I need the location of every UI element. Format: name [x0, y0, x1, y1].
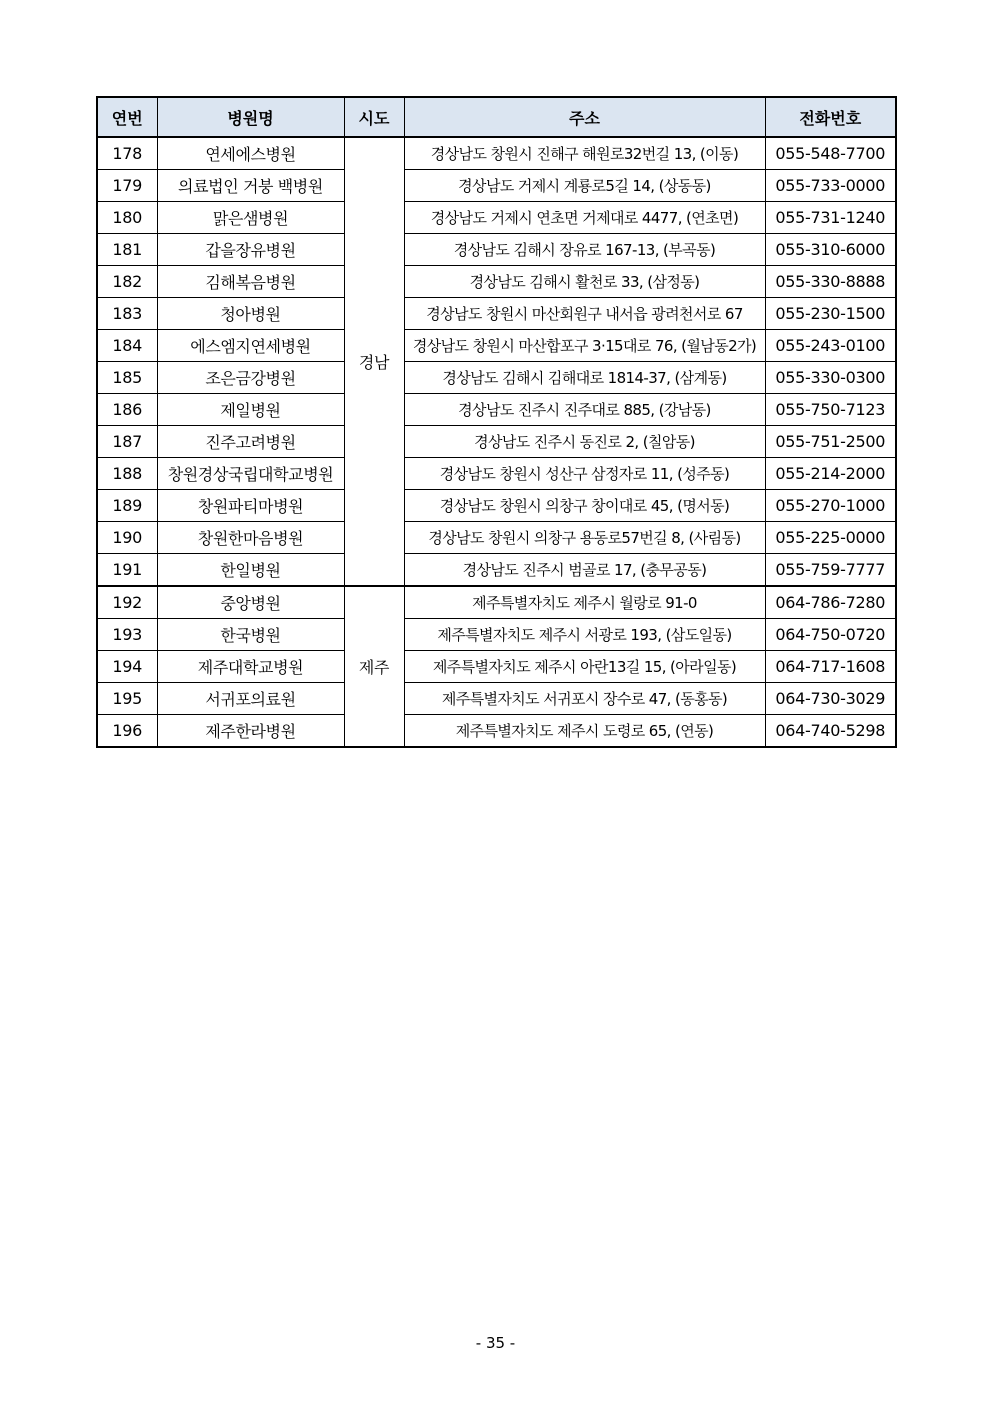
cell-no: 185 [97, 362, 157, 394]
cell-address: 경상남도 창원시 의창구 창이대로 45, (명서동) [404, 490, 765, 522]
table-row [97, 522, 896, 554]
table-row [97, 330, 896, 362]
header-no: 연번 [97, 97, 157, 137]
cell-hospital-name: 의료법인 거붕 백병원 [157, 170, 344, 202]
cell-hospital-name: 갑을장유병원 [157, 234, 344, 266]
cell-no: 194 [97, 651, 157, 683]
cell-address: 경상남도 진주시 범골로 17, (충무공동) [404, 554, 765, 587]
cell-hospital-name: 청아병원 [157, 298, 344, 330]
cell-hospital-name: 창원한마음병원 [157, 522, 344, 554]
table-row [97, 458, 896, 490]
header-name: 병원명 [157, 97, 344, 137]
cell-phone: 055-310-6000 [765, 234, 896, 266]
cell-address: 경상남도 거제시 계룡로5길 14, (상동동) [404, 170, 765, 202]
table-row [97, 426, 896, 458]
cell-hospital-name: 창원경상국립대학교병원 [157, 458, 344, 490]
cell-hospital-name: 조은금강병원 [157, 362, 344, 394]
cell-phone: 055-214-2000 [765, 458, 896, 490]
page-number: - 35 - [475, 1334, 516, 1352]
cell-hospital-name: 에스엠지연세병원 [157, 330, 344, 362]
cell-sido: 경남 [344, 137, 404, 586]
header-row [97, 97, 896, 137]
table-row [97, 298, 896, 330]
cell-hospital-name: 한일병원 [157, 554, 344, 587]
cell-no: 182 [97, 266, 157, 298]
cell-address: 경상남도 김해시 김해대로 1814-37, (삼계동) [404, 362, 765, 394]
cell-hospital-name: 한국병원 [157, 619, 344, 651]
cell-no: 187 [97, 426, 157, 458]
cell-no: 191 [97, 554, 157, 587]
header-address: 주소 [404, 97, 765, 137]
table-row [97, 137, 896, 170]
cell-phone: 055-330-0300 [765, 362, 896, 394]
table-row [97, 202, 896, 234]
cell-no: 192 [97, 586, 157, 619]
cell-phone: 055-243-0100 [765, 330, 896, 362]
cell-hospital-name: 진주고려병원 [157, 426, 344, 458]
cell-address: 경상남도 창원시 마산합포구 3·15대로 76, (월남동2가) [404, 330, 765, 362]
cell-address: 제주특별자치도 제주시 아란13길 15, (아라일동) [404, 651, 765, 683]
header-phone: 전화번호 [765, 97, 896, 137]
table-row [97, 490, 896, 522]
cell-address: 경상남도 진주시 동진로 2, (칠암동) [404, 426, 765, 458]
cell-hospital-name: 맑은샘병원 [157, 202, 344, 234]
cell-address: 제주특별자치도 서귀포시 장수로 47, (동홍동) [404, 683, 765, 715]
table-row [97, 715, 896, 748]
cell-phone: 055-330-8888 [765, 266, 896, 298]
cell-phone: 055-270-1000 [765, 490, 896, 522]
cell-no: 180 [97, 202, 157, 234]
cell-hospital-name: 중앙병원 [157, 586, 344, 619]
cell-no: 196 [97, 715, 157, 748]
cell-phone: 055-759-7777 [765, 554, 896, 587]
cell-hospital-name: 제주대학교병원 [157, 651, 344, 683]
table-row [97, 362, 896, 394]
table-row [97, 266, 896, 298]
table-row [97, 394, 896, 426]
table-row [97, 619, 896, 651]
cell-no: 189 [97, 490, 157, 522]
cell-address: 경상남도 김해시 활천로 33, (삼정동) [404, 266, 765, 298]
cell-sido: 제주 [344, 586, 404, 747]
cell-no: 186 [97, 394, 157, 426]
table-body [97, 137, 896, 747]
cell-no: 178 [97, 137, 157, 170]
cell-no: 184 [97, 330, 157, 362]
table-row [97, 586, 896, 619]
cell-no: 195 [97, 683, 157, 715]
cell-phone: 055-750-7123 [765, 394, 896, 426]
cell-hospital-name: 김해복음병원 [157, 266, 344, 298]
cell-phone: 055-751-2500 [765, 426, 896, 458]
cell-address: 제주특별자치도 제주시 월랑로 91-0 [404, 586, 765, 619]
cell-phone: 055-548-7700 [765, 137, 896, 170]
cell-hospital-name: 서귀포의료원 [157, 683, 344, 715]
cell-no: 188 [97, 458, 157, 490]
cell-address: 경상남도 창원시 진해구 해원로32번길 13, (이동) [404, 137, 765, 170]
cell-phone: 055-225-0000 [765, 522, 896, 554]
cell-phone: 064-750-0720 [765, 619, 896, 651]
cell-no: 190 [97, 522, 157, 554]
cell-phone: 064-786-7280 [765, 586, 896, 619]
cell-address: 경상남도 창원시 성산구 삼정자로 11, (성주동) [404, 458, 765, 490]
cell-address: 제주특별자치도 제주시 도령로 65, (연동) [404, 715, 765, 748]
header-sido: 시도 [344, 97, 404, 137]
cell-phone: 055-731-1240 [765, 202, 896, 234]
table-row [97, 651, 896, 683]
cell-hospital-name: 연세에스병원 [157, 137, 344, 170]
cell-phone: 055-733-0000 [765, 170, 896, 202]
hospital-table [96, 96, 897, 748]
cell-address: 경상남도 창원시 의창구 용동로57번길 8, (사림동) [404, 522, 765, 554]
cell-hospital-name: 창원파티마병원 [157, 490, 344, 522]
cell-no: 193 [97, 619, 157, 651]
cell-no: 181 [97, 234, 157, 266]
cell-hospital-name: 제주한라병원 [157, 715, 344, 748]
cell-address: 경상남도 진주시 진주대로 885, (강남동) [404, 394, 765, 426]
cell-no: 183 [97, 298, 157, 330]
table-row [97, 170, 896, 202]
table-row [97, 234, 896, 266]
cell-address: 제주특별자치도 제주시 서광로 193, (삼도일동) [404, 619, 765, 651]
cell-no: 179 [97, 170, 157, 202]
table-row [97, 683, 896, 715]
cell-phone: 064-730-3029 [765, 683, 896, 715]
cell-hospital-name: 제일병원 [157, 394, 344, 426]
cell-address: 경상남도 김해시 장유로 167-13, (부곡동) [404, 234, 765, 266]
table-row [97, 554, 896, 587]
cell-address: 경상남도 창원시 마산회원구 내서읍 광려천서로 67 [404, 298, 765, 330]
cell-phone: 064-717-1608 [765, 651, 896, 683]
cell-address: 경상남도 거제시 연초면 거제대로 4477, (연초면) [404, 202, 765, 234]
cell-phone: 064-740-5298 [765, 715, 896, 748]
table-header [97, 97, 896, 137]
cell-phone: 055-230-1500 [765, 298, 896, 330]
